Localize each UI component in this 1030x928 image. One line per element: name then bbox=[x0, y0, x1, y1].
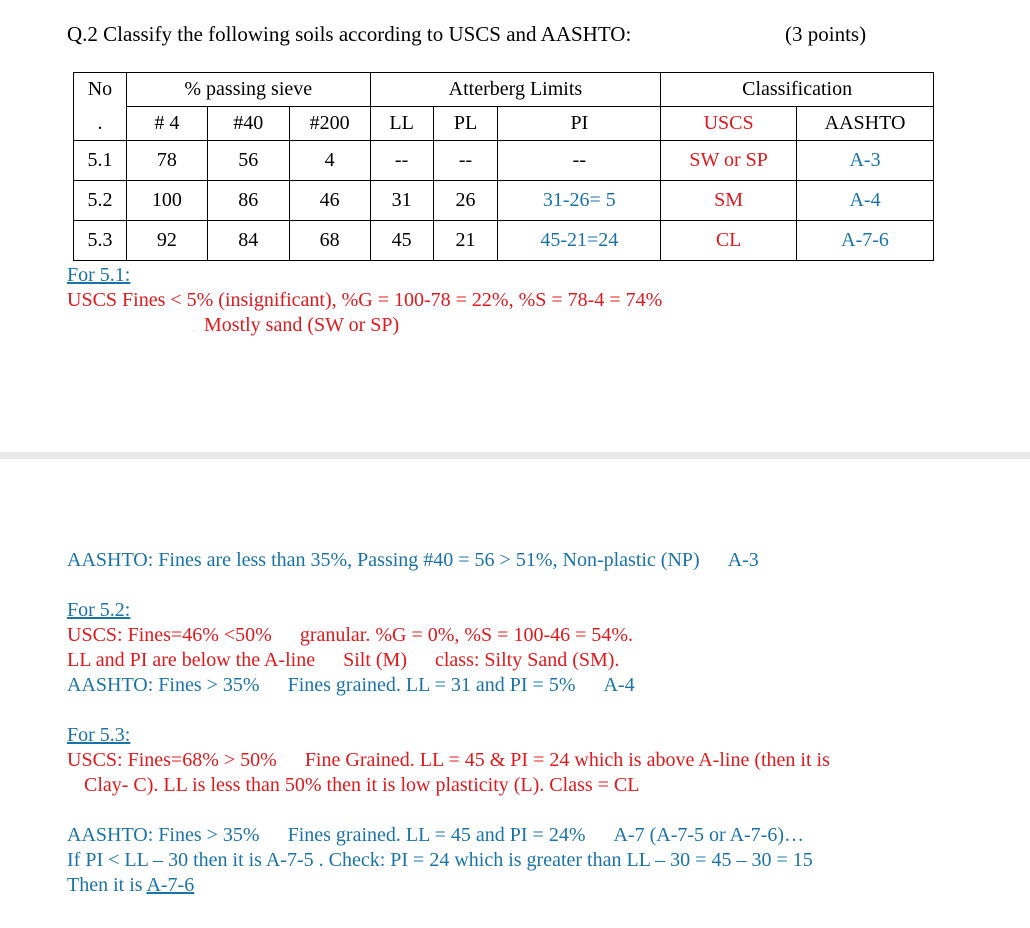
note-5-1-aashto-text: AASHTO: Fines are less than 35%, Passing #40 = 56 > 51%, Non-plastic (NP) bbox=[67, 549, 700, 571]
cell-sieve-4: 78 bbox=[126, 141, 207, 181]
heading-5-1: For 5.1: bbox=[67, 264, 131, 286]
cell-uscs: SW or SP bbox=[661, 141, 797, 181]
note-5-2-class: class: Silty Sand (SM). bbox=[434, 649, 620, 671]
note-5-3-line-3 bbox=[67, 824, 804, 847]
document-page-1 bbox=[0, 0, 1030, 452]
note-5-2-aline: LL and PI are below the A-line bbox=[67, 649, 316, 671]
table-header-row-2 bbox=[74, 107, 934, 141]
cell-ll: -- bbox=[370, 141, 433, 181]
header-ll: LL bbox=[370, 107, 433, 141]
note-5-3-fines: USCS: Fines=68% > 50% bbox=[67, 749, 277, 771]
header-classification-group: Classification bbox=[661, 73, 934, 107]
document-page-2 bbox=[0, 459, 1030, 928]
cell-pi: 31-26= 5 bbox=[498, 181, 661, 221]
note-5-2-aashto-fines: AASHTO: Fines > 35% bbox=[67, 674, 260, 696]
cell-sieve-200: 4 bbox=[289, 141, 370, 181]
cell-ll: 45 bbox=[370, 221, 433, 261]
note-5-2-granular: granular. %G = 0%, %S = 100-46 = 54%. bbox=[299, 624, 634, 646]
table-row bbox=[74, 141, 934, 181]
cell-ll: 31 bbox=[370, 181, 433, 221]
header-no-dot: . bbox=[74, 107, 127, 141]
cell-pl: -- bbox=[433, 141, 498, 181]
note-5-2-silt: Silt (M) bbox=[343, 649, 407, 671]
cell-no: 5.3 bbox=[74, 221, 127, 261]
header-uscs: USCS bbox=[661, 107, 797, 141]
note-5-3-final-class: A-7-6 bbox=[146, 874, 195, 896]
note-5-3-aashto-grained: Fines grained. LL = 45 and PI = 24% bbox=[287, 824, 586, 846]
cell-no: 5.2 bbox=[74, 181, 127, 221]
table-header-row-1 bbox=[74, 73, 934, 107]
note-5-3-grained: Fine Grained. LL = 45 & PI = 24 which is above A-line (then it is bbox=[304, 749, 830, 771]
cell-pi: -- bbox=[498, 141, 661, 181]
soil-classification-table bbox=[73, 72, 934, 261]
header-sieve-group: % passing sieve bbox=[126, 73, 370, 107]
header-no: No bbox=[74, 73, 127, 107]
header-sieve-200: #200 bbox=[289, 107, 370, 141]
cell-uscs: SM bbox=[661, 181, 797, 221]
question-points: (3 points) bbox=[785, 22, 867, 46]
cell-pl: 21 bbox=[433, 221, 498, 261]
note-5-1-aashto-result: A-3 bbox=[727, 549, 759, 571]
note-5-2-fines: USCS: Fines=46% <50% bbox=[67, 624, 272, 646]
page-break bbox=[0, 452, 1030, 459]
heading-5-3: For 5.3: bbox=[67, 724, 131, 746]
note-5-2-line-2 bbox=[67, 649, 619, 672]
note-5-3-aashto-group: A-7 (A-7-5 or A-7-6)… bbox=[613, 824, 804, 846]
note-5-3-line-4: If PI < LL – 30 then it is A-7-5 . Check: PI = 24 which is greater than LL – 30 = 45 – 30 = 15 bbox=[67, 849, 813, 871]
header-pl: PL bbox=[433, 107, 498, 141]
note-5-2-line-3 bbox=[67, 674, 635, 697]
note-5-2-line-1 bbox=[67, 624, 633, 647]
header-sieve-40: #40 bbox=[207, 107, 289, 141]
note-5-3-line-5 bbox=[67, 874, 194, 897]
header-aashto: AASHTO bbox=[797, 107, 934, 141]
cell-sieve-200: 46 bbox=[289, 181, 370, 221]
note-5-3-then: Then it is bbox=[67, 874, 147, 896]
cell-sieve-40: 56 bbox=[207, 141, 289, 181]
note-5-2-aashto-result: A-4 bbox=[603, 674, 635, 696]
note-5-2-aashto-grained: Fines grained. LL = 31 and PI = 5% bbox=[287, 674, 576, 696]
cell-no: 5.1 bbox=[74, 141, 127, 181]
table-row bbox=[74, 221, 934, 261]
cell-aashto: A-7-6 bbox=[797, 221, 934, 261]
cell-aashto: A-3 bbox=[797, 141, 934, 181]
note-5-3-line-1 bbox=[67, 749, 830, 772]
cell-pi: 45-21=24 bbox=[498, 221, 661, 261]
note-5-1-aashto bbox=[67, 549, 759, 572]
header-atterberg-group: Atterberg Limits bbox=[370, 73, 661, 107]
note-5-3-line-2: Clay- C). LL is less than 50% then it is low plasticity (L). Class = CL bbox=[84, 774, 640, 796]
note-5-1-uscs: USCS Fines < 5% (insignificant), %G = 100-78 = 22%, %S = 78-4 = 74% bbox=[67, 289, 663, 311]
header-pi: PI bbox=[498, 107, 661, 141]
table-row bbox=[74, 181, 934, 221]
cell-sieve-40: 86 bbox=[207, 181, 289, 221]
cell-pl: 26 bbox=[433, 181, 498, 221]
header-sieve-4: # 4 bbox=[126, 107, 207, 141]
question-title: Q.2 Classify the following soils according to USCS and AASHTO: bbox=[67, 22, 632, 46]
cell-aashto: A-4 bbox=[797, 181, 934, 221]
cell-sieve-200: 68 bbox=[289, 221, 370, 261]
cell-sieve-4: 100 bbox=[126, 181, 207, 221]
cell-uscs: CL bbox=[661, 221, 797, 261]
heading-5-2: For 5.2: bbox=[67, 599, 131, 621]
note-5-1-uscs-result: Mostly sand (SW or SP) bbox=[204, 314, 400, 336]
note-5-3-aashto-fines: AASHTO: Fines > 35% bbox=[67, 824, 260, 846]
cell-sieve-40: 84 bbox=[207, 221, 289, 261]
cell-sieve-4: 92 bbox=[126, 221, 207, 261]
